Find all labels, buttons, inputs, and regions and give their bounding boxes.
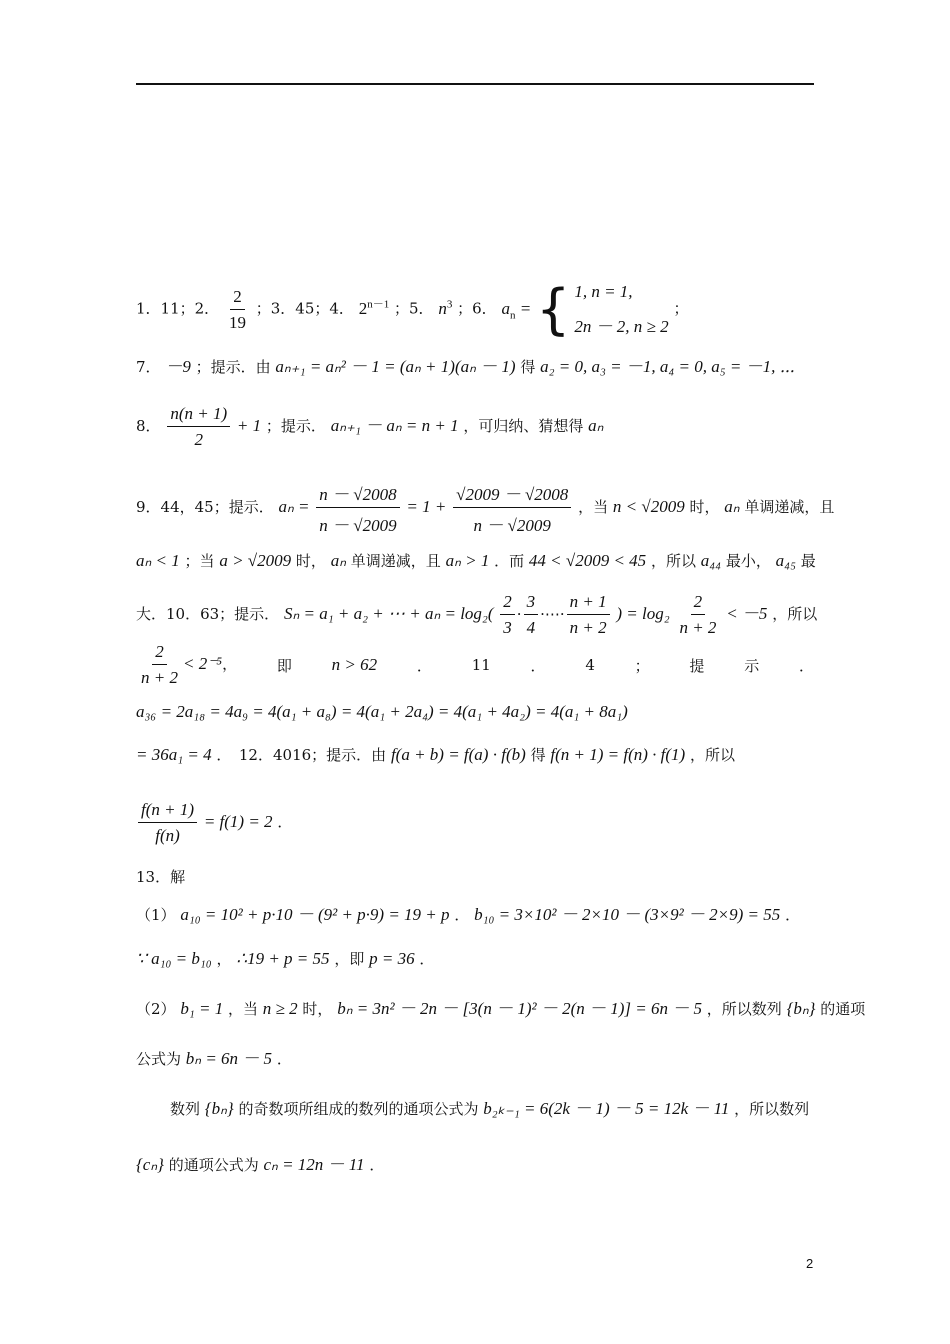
text: 时， [295,552,326,570]
math: －9 [165,357,191,376]
text: ． [454,906,470,924]
text: ，所以数列 [706,1000,782,1018]
text: 的奇数项所组成的数列的通项公式为 [238,1100,479,1118]
denominator: 2 [194,430,203,449]
math: bₙ = 3n² － 2n － [3(n － 1)² － 2(n － 1)] = 6n － 5 [337,999,703,1018]
math: aₙ₊₁ － aₙ = n + 1 [330,416,459,435]
math: b₂ₖ₋₁ = 6(2k － 1) － 5 = 12k － 11 [483,1099,730,1118]
text: ． [530,656,546,675]
left-brace-icon: { [535,277,571,341]
math: = f(1) = 2 [203,812,273,831]
text: 最小， [725,552,771,570]
text: 单调递减，且 [744,498,835,516]
fraction [567,592,610,638]
text: ； [634,656,650,675]
text: ；6． [457,299,497,318]
text: 的通项公式为 [168,1156,259,1174]
denominator: n + 2 [679,618,717,637]
cube: $n^3$ [438,297,453,318]
fraction [226,287,249,333]
case-2: 2n － 2, n ≥ 2 [574,317,669,336]
numerator: 2 [152,642,167,665]
math: f(a + b) = f(a) · f(b) [390,745,526,764]
text: ，当 [578,498,609,516]
math: Sₙ = a₁ + a₂ + ⋯ + aₙ = log₂( [283,604,494,623]
text: ． [369,1156,385,1174]
problem-13-odd-terms [170,1094,814,1119]
numerator: 2 [230,287,245,310]
denominator: 3 [503,618,512,637]
text: （2） [136,1000,176,1018]
fraction [167,404,230,450]
text: ；提示．由 [195,358,271,376]
math: n > 62 [331,655,378,674]
text: 的通项 [820,1000,866,1018]
answer-line-12-cont [136,800,814,846]
exponent: n－1 [367,297,390,310]
answer-line-12 [136,744,814,765]
power [359,299,390,318]
text: ． 12．4016；提示．由 [216,746,387,764]
text: ， [222,655,238,673]
fraction [138,800,197,846]
problem-13-heading [136,866,814,887]
text: ． [798,656,814,675]
answer-line-10: 大．10．63；提示． Sₙ = a₁ + a₂ + ⋯ + aₙ = log₂( $\frac{2}{3}$ · $\frac{3}{4}$ ·⋯· $\frac{n + 1}{n + 2}$ ) = log₂ $\frac{2}{n + 2}$ < －5 ，所以 [136,592,818,637]
text: 时， [689,498,720,516]
text: ；3．45；4． [255,299,354,318]
math: aₙ < 1 [136,551,180,570]
text: 即 [276,656,292,675]
text: ． [276,1050,292,1068]
text: 得 [520,358,536,376]
math: bₙ = 6n － 5 [185,1049,273,1068]
text: ； [673,299,689,318]
math: a > √2009 [219,551,292,570]
text: ，所以 [650,552,696,570]
numerator: n － √2008 [316,480,399,508]
text: （1） [136,906,176,924]
math: {bₙ} [204,1099,234,1118]
math: < －5 [726,604,768,623]
base: n [438,298,447,318]
text: ，可归纳、猜想得 [463,417,584,435]
text: ． [277,813,293,831]
text: 时， [302,1000,333,1018]
fraction [138,642,181,688]
denominator: n － √2009 [473,516,551,535]
text: 单调递减，且 [350,552,441,570]
math: < 2⁻⁵ [182,654,223,673]
math: aₙ > 1 [445,551,490,570]
math: 44 < √2009 < 45 [528,551,647,570]
text: ， [216,950,232,968]
text: 9．44，45；提示． [136,498,274,516]
fraction [524,592,539,638]
numerator: 3 [524,592,539,615]
math: a₄₅ [775,551,796,570]
text: 8． [136,417,161,435]
text: ． [416,656,432,675]
math: a₁₀ = 10² + p·10 － (9² + p·9) = 19 + p [180,905,450,924]
answer-line-8 [136,404,814,450]
denominator: 19 [228,312,246,332]
fraction [500,592,515,638]
numerator: f(n + 1) [138,800,197,823]
math: = 1 + [406,497,447,516]
math: a₃₆ = 2a₁₈ = 4a₉ = 4(a₁ + a₈) = 4(a₁ + 2a₄) = 4(a₁ + 4a₂) = 4(a₁ + 8a₁) [136,702,628,721]
denominator: n + 2 [569,618,607,637]
fraction [676,592,719,638]
piecewise-lhs: $a_n$ = [501,298,532,321]
text: ．而 [494,552,525,570]
problem-13-part2 [136,994,866,1019]
text: 4 [585,656,595,674]
answer-line-9-cont [136,550,814,571]
math: a₄₄ [700,551,722,570]
text: ，即 [334,950,365,968]
answer-line-11 [136,702,814,722]
numerator: √2009 － √2008 [453,480,571,508]
math: + 1 [236,416,262,435]
text: ． [419,950,435,968]
math: n ≥ 2 [262,999,298,1018]
symbol: a [501,298,510,318]
text: ，所以数列 [734,1100,810,1118]
text: 7． [136,358,161,376]
text: 11 [471,656,491,674]
text: 数列 [170,1100,201,1118]
text: ，所以 [772,605,818,623]
math: aₙ = [278,497,310,516]
answer-line-10-cont [136,642,814,688]
math: f(n + 1) = f(n) · f(1) [550,745,686,764]
text: 得 [530,746,546,764]
math: cₙ = 12n － 11 [263,1155,365,1174]
math: a₂ = 0, a₃ = －1, a₄ = 0, a₅ = －1, ⋯ [540,357,795,376]
case-1: 1, n = 1, [574,282,633,301]
text: 13．解 [136,868,186,886]
math: p = 36 [369,949,415,968]
text: ，所以 [689,746,735,764]
numerator: 2 [691,592,706,615]
math: = 36a₁ = 4 [136,745,212,764]
problem-13-part2-cont [136,1044,814,1069]
math: aₙ [724,497,740,516]
denominator: n － √2009 [319,516,397,535]
numerator: 2 [500,592,515,615]
text: 提 [689,656,705,675]
fraction [453,480,571,536]
text: 最 [800,552,816,570]
fraction [316,480,399,536]
answer-line-7 [136,352,814,377]
denominator: n + 2 [141,668,178,687]
header-rule [136,83,814,85]
numerator: n(n + 1) [167,404,230,427]
text: ，当 [228,1000,259,1018]
math: n < √2009 [612,497,685,516]
math: b₁₀ = 3×10² － 2×10 － (3×9² － 2×9) = 55 [474,905,781,924]
denominator: f(n) [155,826,180,845]
math: {cₙ} [136,1155,164,1174]
text: ；5． [394,299,434,318]
text: ；当 [184,552,215,570]
piecewise-brace [535,277,669,341]
denominator: 4 [526,618,536,637]
text: 公式为 [136,1050,182,1068]
math: aₙ₊₁ = aₙ² － 1 = (aₙ + 1)(aₙ － 1) [275,357,516,376]
answer-line-1-6 [136,277,814,341]
problem-13-part1 [136,900,814,925]
text: ． [785,906,801,924]
text: 示 [744,656,760,675]
math: b₁ = 1 [180,999,224,1018]
math: ) = log₂ [616,604,670,623]
math: ∵ a₁₀ = b₁₀ [136,949,212,968]
page-number: 2 [806,1256,814,1271]
math: aₙ [588,416,604,435]
problem-13-part1-cont [136,948,814,969]
math: {bₙ} [786,999,816,1018]
math: aₙ [330,551,346,570]
math: ∴19 + p = 55 [236,949,330,968]
text: 1．11；2． [136,299,220,318]
numerator: n + 1 [567,592,610,615]
text: ；提示． [265,417,326,435]
problem-13-cn [136,1150,814,1175]
answer-line-9 [136,480,835,536]
base: 2 [358,298,368,318]
text: 大．10．63；提示． [136,605,280,623]
